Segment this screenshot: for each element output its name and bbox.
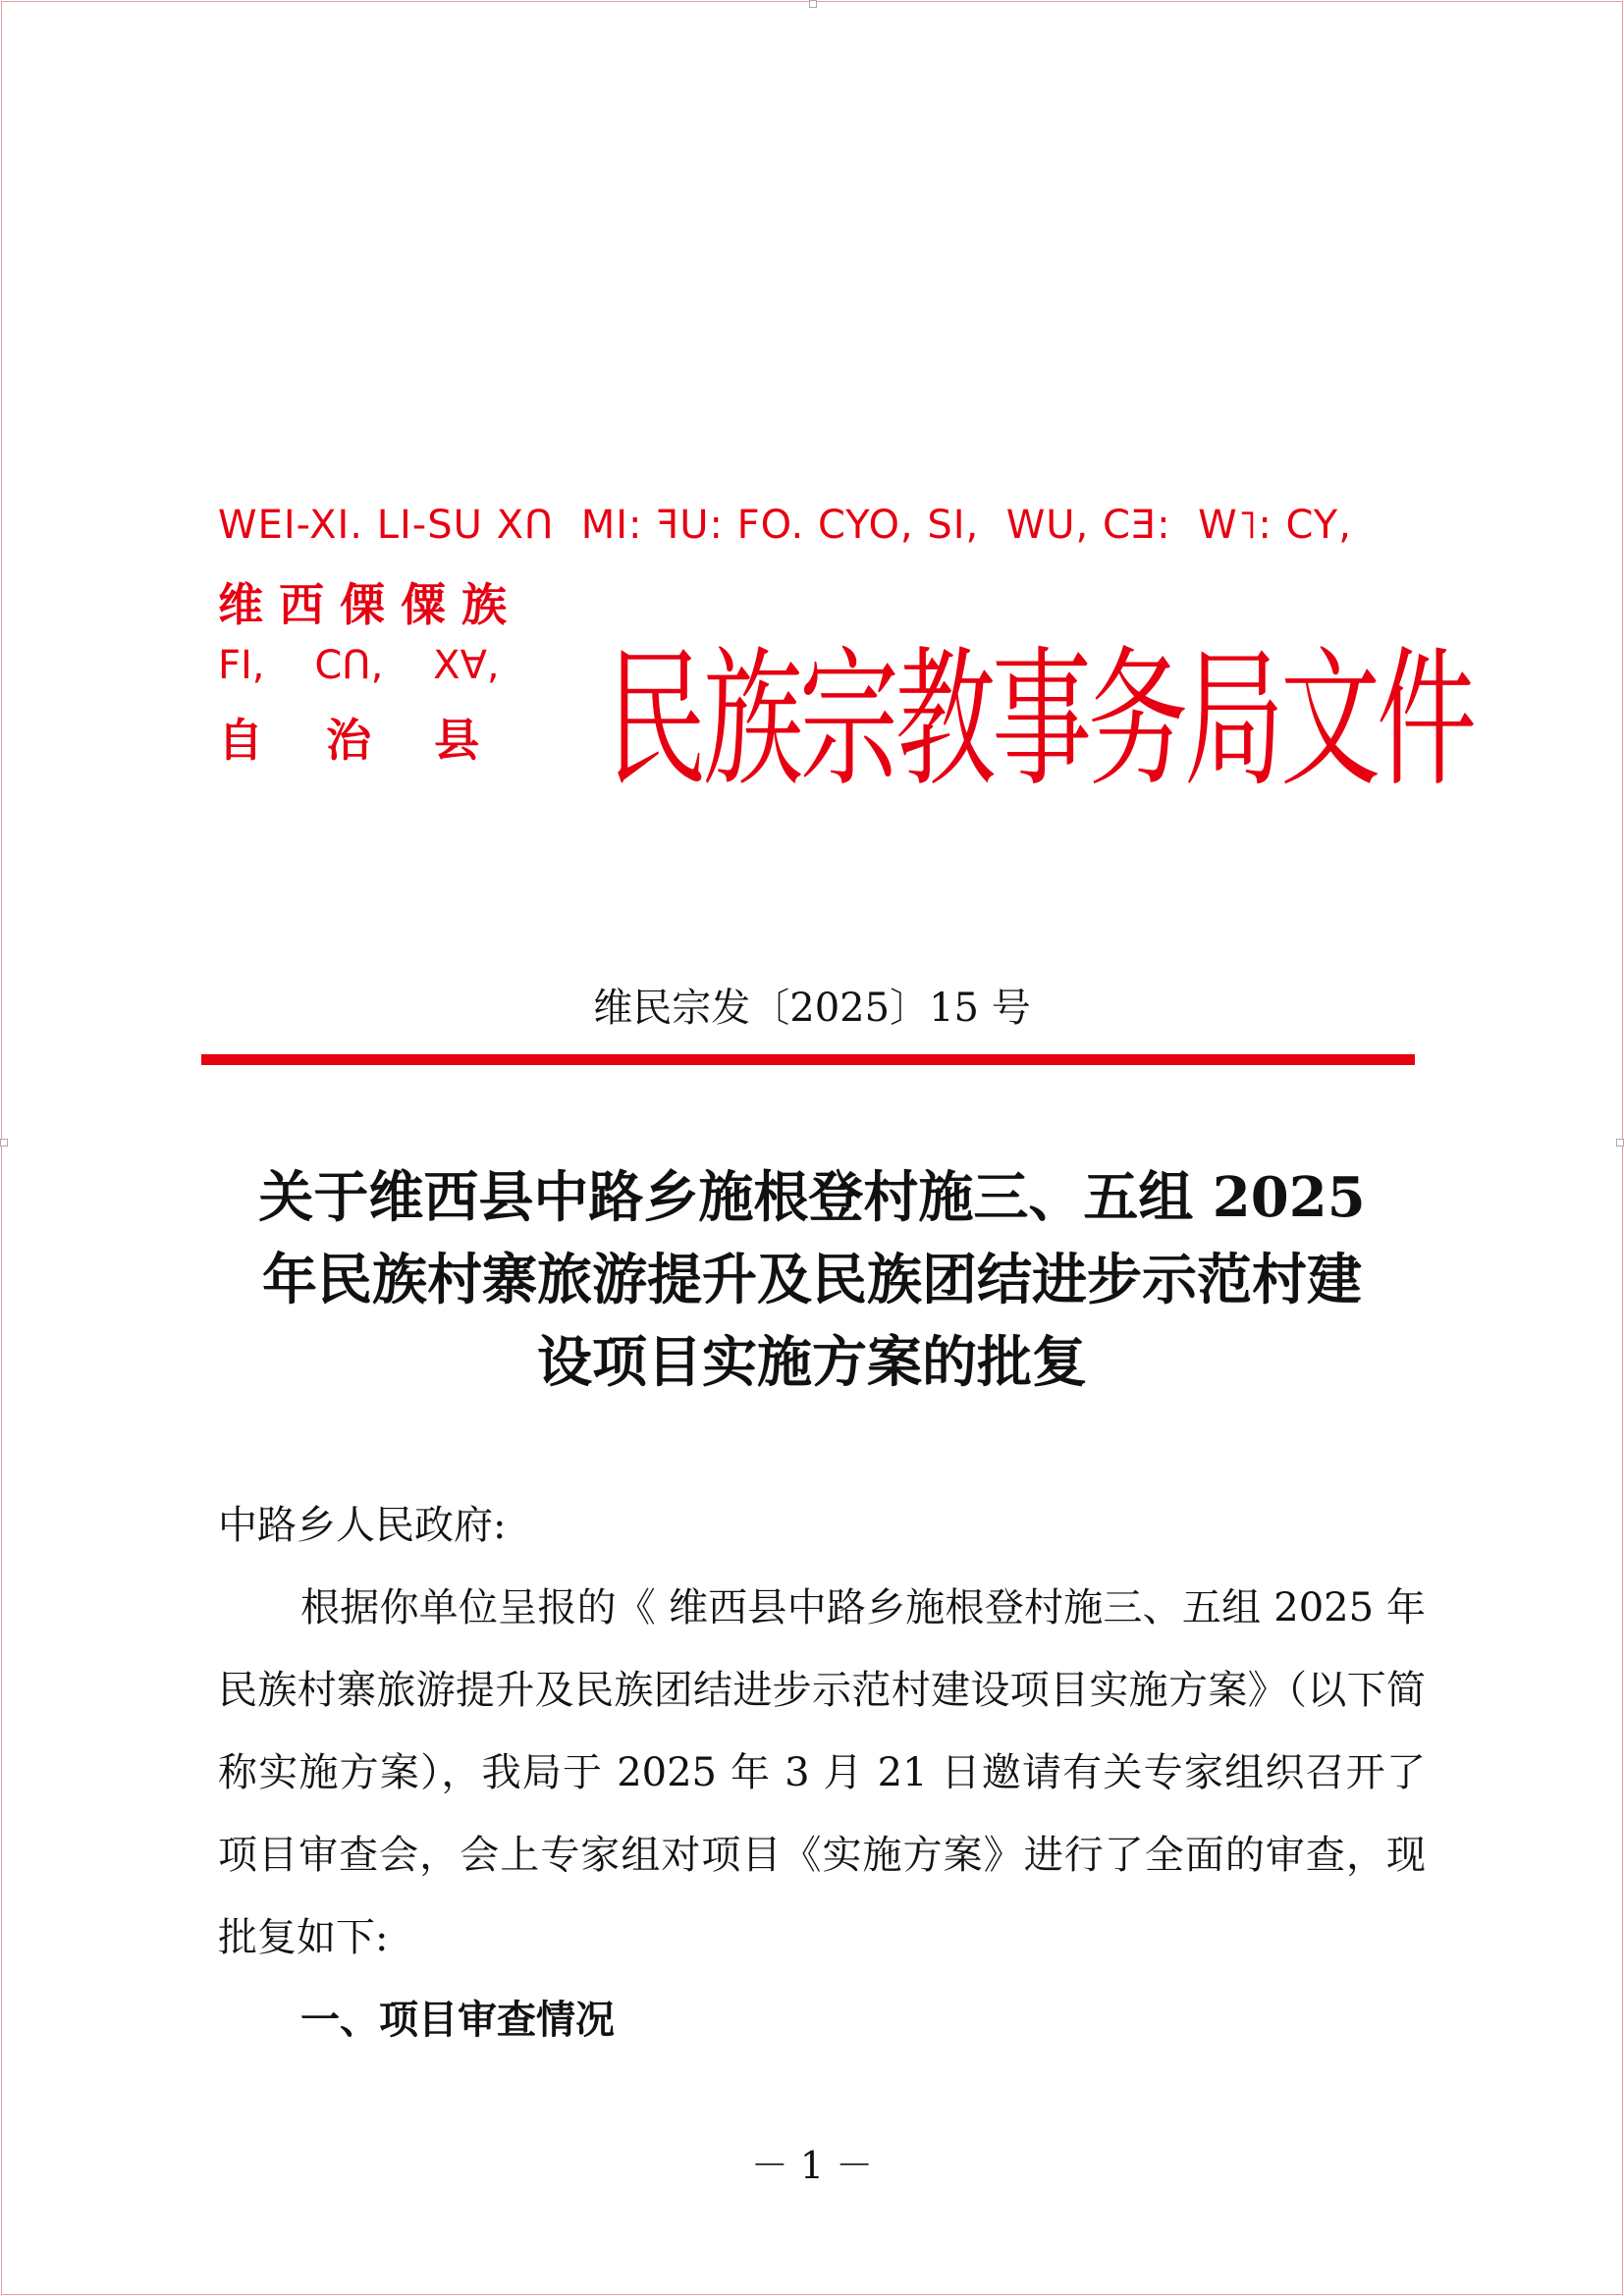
red-divider-line [201, 1054, 1415, 1065]
page-edge-mark [1616, 1139, 1624, 1147]
addressee: 中路乡人民政府: [218, 1503, 507, 1548]
document-header-title: 民族宗教事务局文件 [607, 633, 1473, 809]
lisu-org-name-line1: WEI-XI. LI-SU XՈ MI: ꟻU: FO. CYO, SI, WU, CƎ: W˥: CY, [218, 503, 1352, 548]
title-line: 设项目实施方案的批复 [537, 1330, 1087, 1395]
org-name-line2: 自 治 县 [218, 714, 480, 767]
page-edge-mark [809, 0, 817, 8]
lisu-org-name-line2: FI, CՈ, X∀, [218, 643, 500, 688]
page-number: － 1 － [750, 2144, 874, 2187]
document-body [218, 1484, 1426, 2061]
title-line: 年民族村寨旅游提升及民族团结进步示范村建 [262, 1248, 1362, 1312]
document-title [196, 1156, 1428, 1404]
org-name-line1: 维 西 傈 僳 族 [218, 578, 508, 631]
document-number: 维民宗发〔2025〕15 号 [593, 986, 1031, 1031]
body-paragraph: 根据你单位呈报的《 维西县中路乡施根登村施三、五组 2025 年民族村寨旅游提升及民族团结进步示范村建设项目实施方案》（以下简称实施方案），我局于 2025 年 3 月 21 日邀请有关专家组织召开了项目审查会，会上专家组对项目《实施方案》进行了全面的审查，现批复如下: [218, 1585, 1426, 1960]
title-line: 关于维西县中路乡施根登村施三、五组 2025 [258, 1165, 1366, 1230]
page-edge-mark [0, 1139, 8, 1147]
section-heading: 一、项目审查情况 [300, 1998, 615, 2043]
